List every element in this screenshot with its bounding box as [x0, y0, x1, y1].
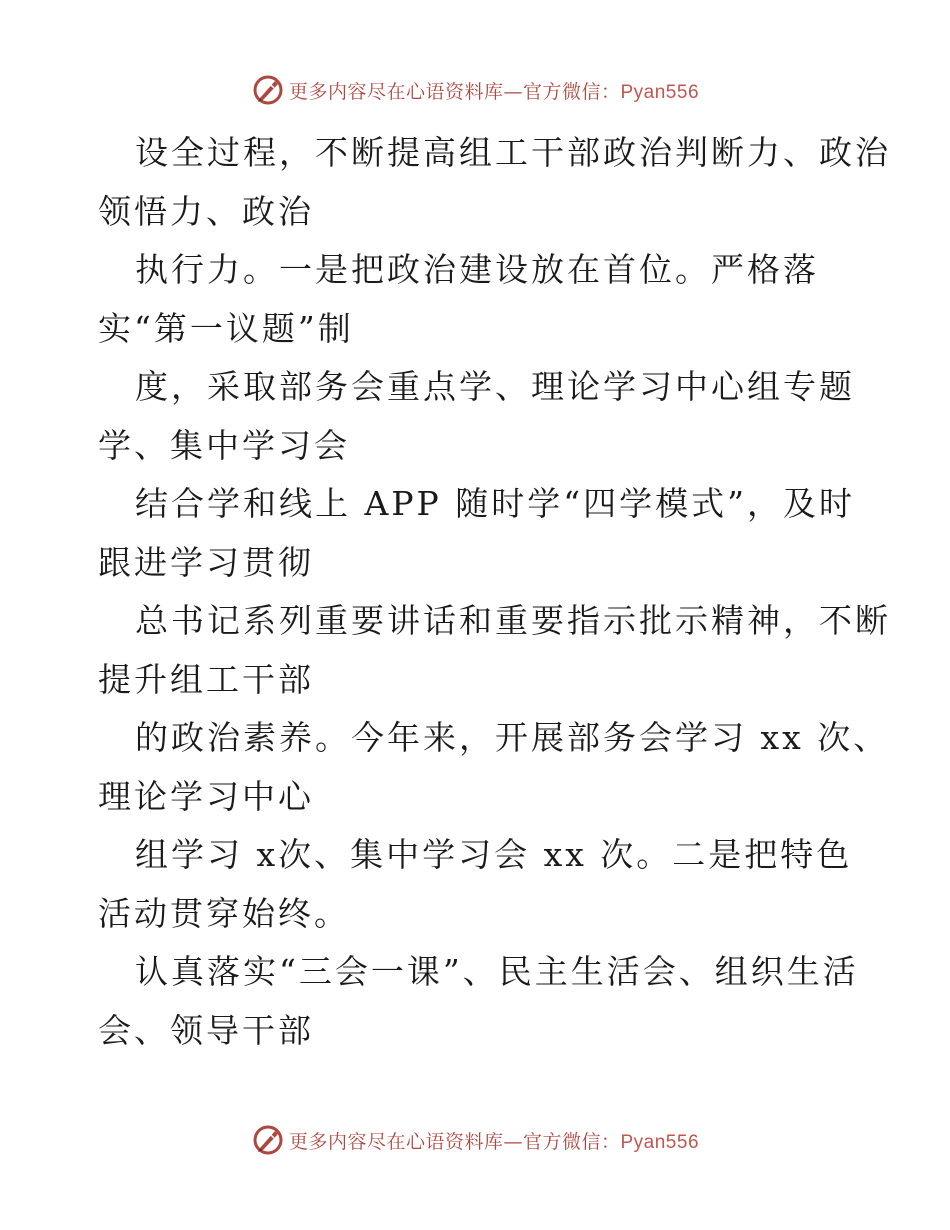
body-line: 认真落实“三会一课”、民主生活会、组织生活 — [135, 952, 859, 991]
body-line: 度，采取部务会重点学、理论学习中心组专题 — [135, 367, 855, 406]
pen-quill-logo-icon — [251, 73, 285, 107]
body-line: 执行力。一是把政治建设放在首位。严格落 — [135, 250, 819, 289]
body-line: 提升组工干部 — [98, 659, 314, 699]
banner-wechat-id: Pyan556 — [620, 81, 700, 103]
banner-label: 更多内容尽在心语资料库—官方微信： — [288, 80, 621, 103]
document-body — [98, 124, 891, 1060]
body-line: 总书记系列重要讲话和重要指示批示精神，不断 — [135, 601, 891, 640]
body-line: 实“第一议题”制 — [98, 308, 354, 348]
banner-wechat-id: Pyan556 — [620, 1131, 700, 1153]
footer-banner — [0, 1120, 950, 1160]
body-line: 跟进学习贯彻 — [98, 542, 314, 582]
body-line: 理论学习中心 — [98, 776, 314, 816]
body-line: 设全过程，不断提高组工干部政治判断力、政治 — [135, 133, 891, 172]
banner-text — [289, 77, 699, 104]
body-line: 会、领导干部 — [98, 1010, 314, 1050]
banner-text — [289, 1127, 699, 1154]
pen-quill-logo-icon — [251, 1123, 285, 1157]
body-line: 的政治素养。今年来，开展部务会学习 xx 次、 — [135, 718, 890, 757]
body-line: 活动贯穿始终。 — [98, 893, 350, 933]
banner-label: 更多内容尽在心语资料库—官方微信： — [288, 1130, 621, 1153]
body-line: 学、集中学习会 — [98, 425, 350, 465]
body-line: 领悟力、政治 — [98, 191, 314, 231]
header-banner — [0, 70, 950, 110]
body-line: 结合学和线上 APP 随时学“四学模式”，及时 — [135, 484, 855, 523]
body-line: 组学习 x次、集中学习会 xx 次。二是把特色 — [135, 835, 853, 874]
